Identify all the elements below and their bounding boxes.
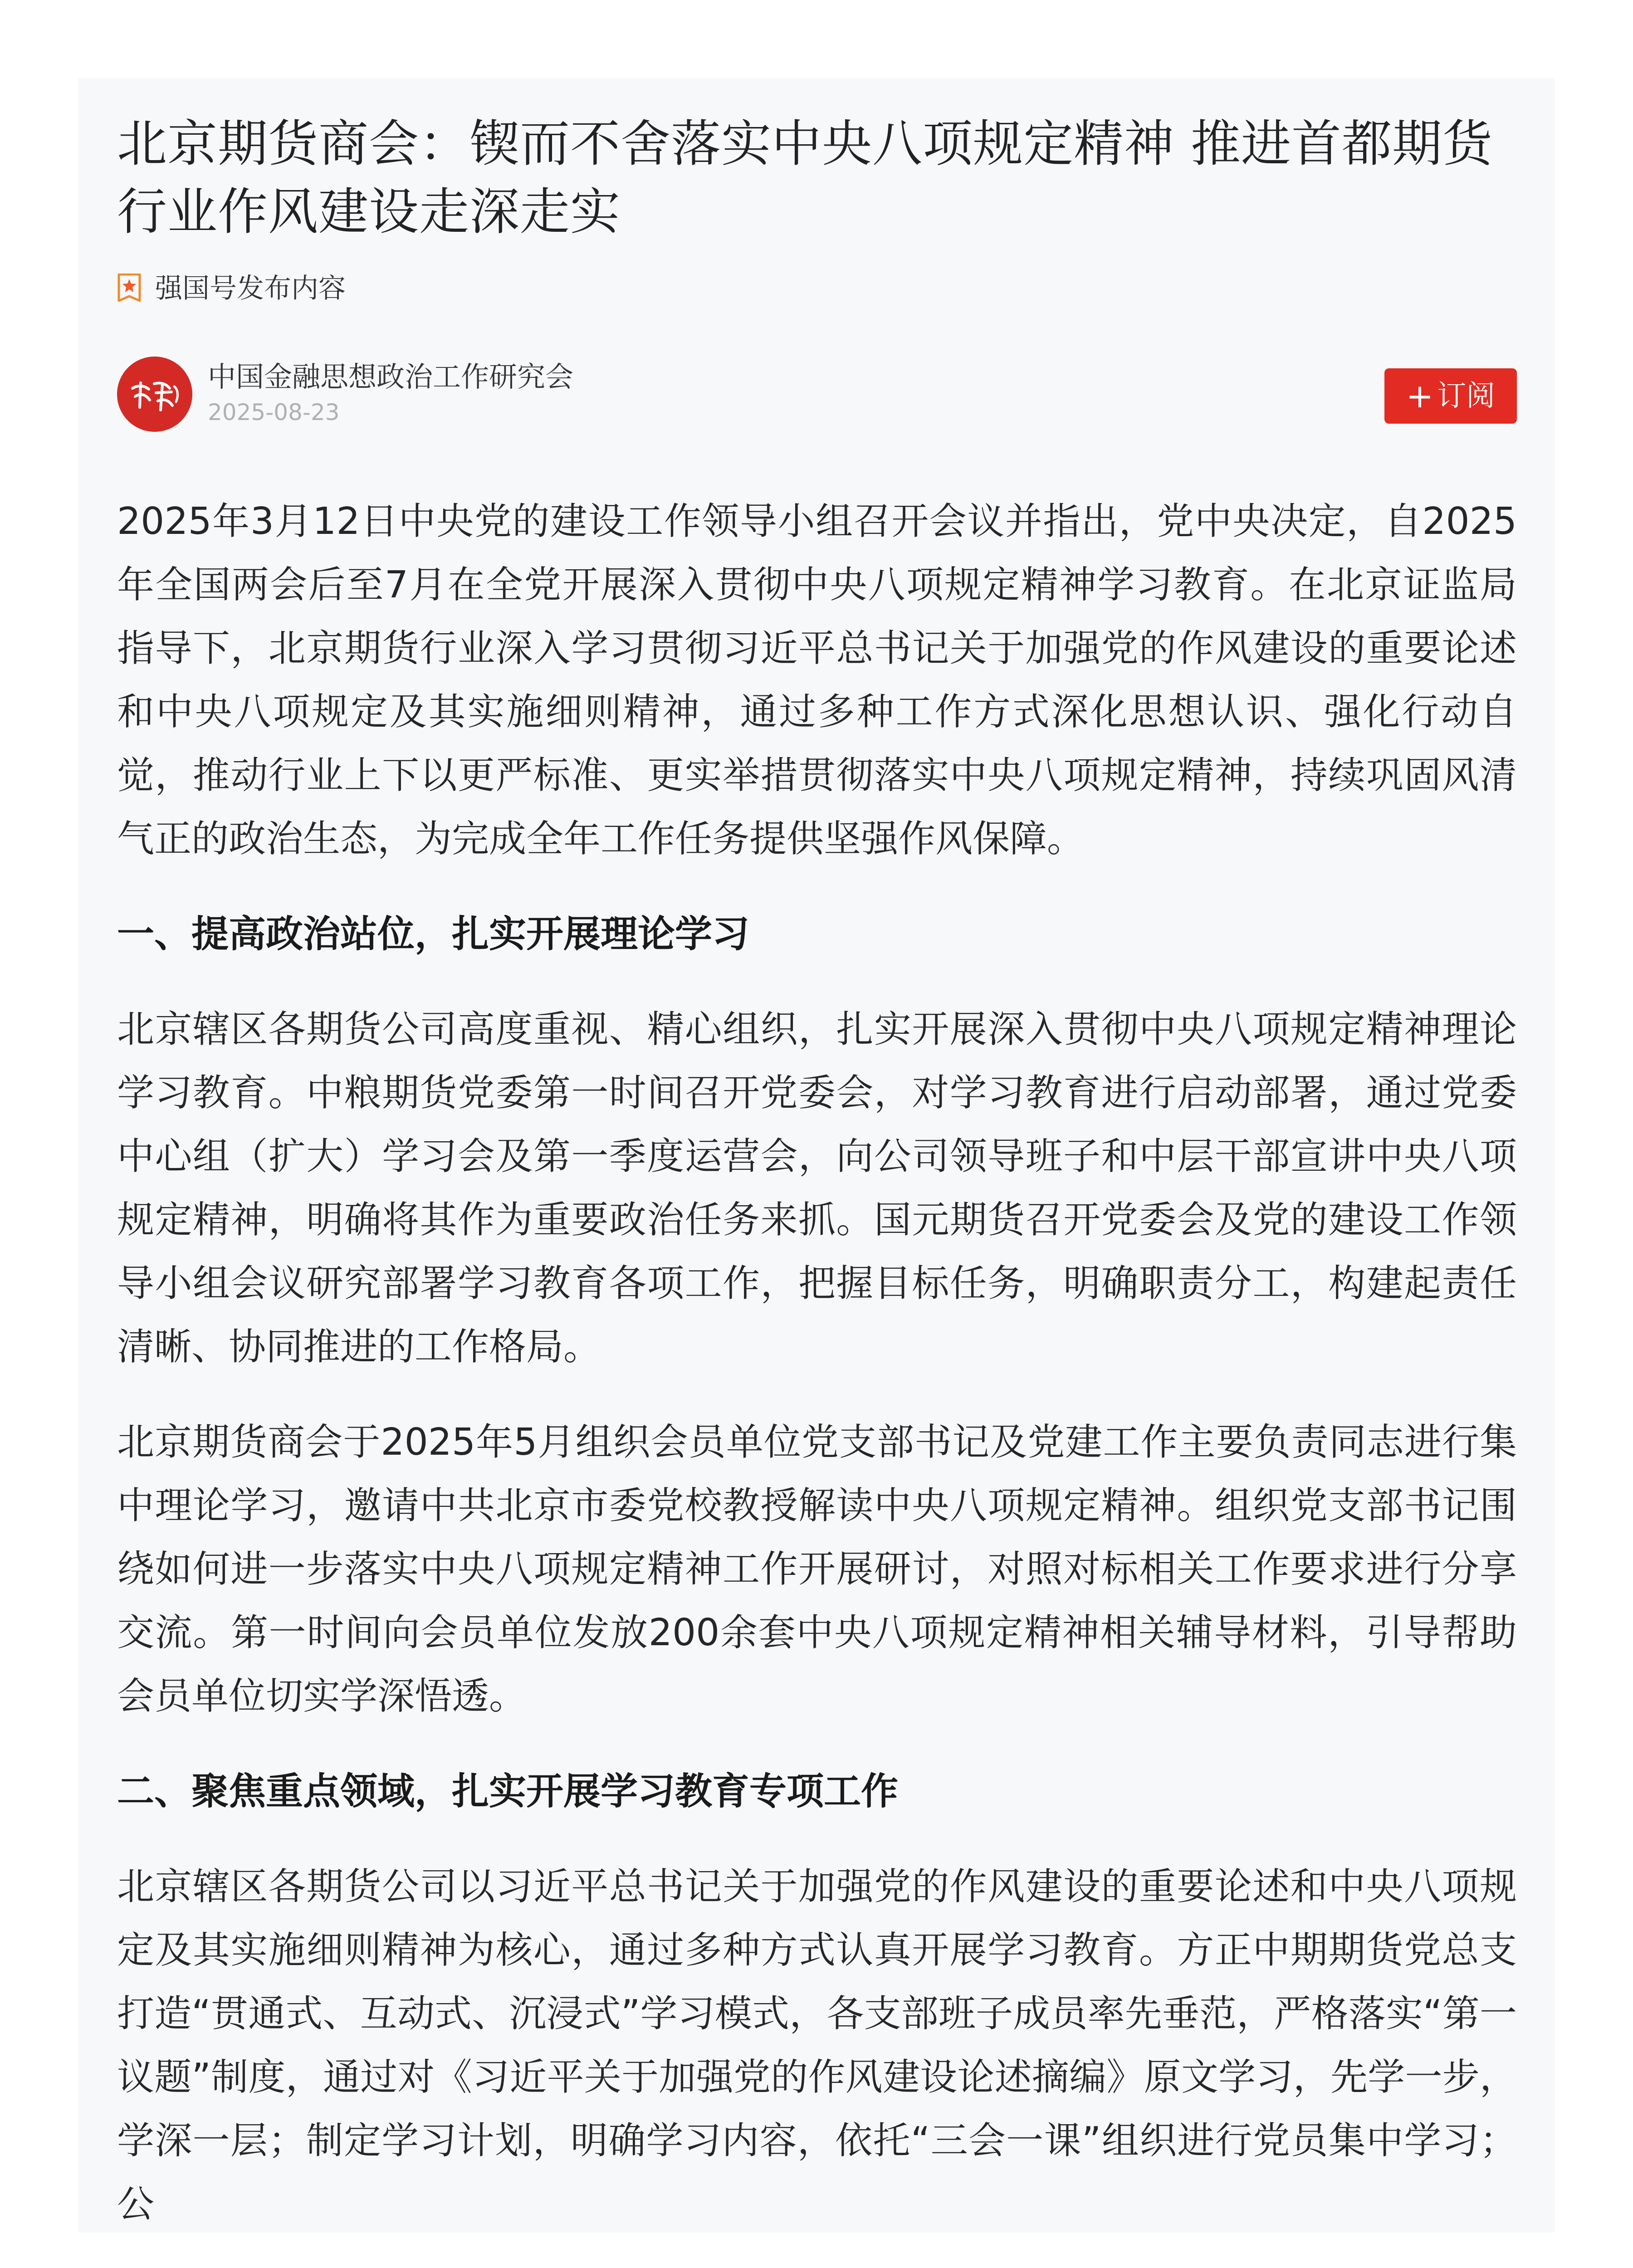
subscribe-label: 订阅 [1437,379,1496,413]
paragraph: 北京期货商会于2025年5月组织会员单位党支部书记及党建工作主要负责同志进行集中理论学习，邀请中共北京市委党校教授解读中央八项规定精神。组织党支部书记围绕如何进一步落实中央八项规定精神工作开展研讨，对照对标相关工作要求进行分享交流。第一时间向会员单位发放200余套中央八项规定精神相关辅导材料，引导帮助会员单位切实学深悟透。 [117,1421,1517,1718]
section-heading: 二、聚焦重点领域，扎实开展学习教育专项工作 [117,1770,899,1813]
paragraph: 2025年3月12日中央党的建设工作领导小组召开会议并指出，党中央决定，自2025年全国两会后至7月在全党开展深入贯彻中央八项规定精神学习教育。在北京证监局指导下，北京期货行业深入学习贯彻习近平总书记关于加强党的作风建设的重要论述和中央八项规定及其实施细则精神，通过多种工作方式深化思想认识、强化行动自觉，推动行业上下以更严标准、更实举措贯彻落实中央八项规定精神，持续巩固风清气正的政治生态，为完成全年工作任务提供坚强作风保障。 [117,500,1517,860]
article-card [78,78,1555,2233]
author-row [117,357,1517,434]
article-body [117,490,1517,2233]
plus-icon: + [1406,377,1434,415]
publish-date: 2025-08-23 [208,399,340,425]
article-title: 北京期货商会：锲而不舍落实中央八项规定精神 推进首都期货行业作风建设走深走实 [117,115,1493,241]
author-avatar[interactable] [117,357,192,432]
source-label: 强国号发布内容 [155,273,346,304]
subscribe-button[interactable] [1384,368,1517,424]
paragraph: 北京辖区各期货公司高度重视、精心组织，扎实开展深入贯彻中央八项规定精神理论学习教育。中粮期货党委第一时间召开党委会，对学习教育进行启动部署，通过党委中心组（扩大）学习会及第一季度运营会，向公司领导班子和中层干部宣讲中央八项规定精神，明确将其作为重要政治任务来抓。国元期货召开党委会及党的建设工作领导小组会议研究部署学习教育各项工作，把握目标任务，明确职责分工，构建起责任清晰、协同推进的工作格局。 [117,1008,1517,1369]
author-name[interactable]: 中国金融思想政治工作研究会 [208,360,574,393]
paragraph: 北京辖区各期货公司以习近平总书记关于加强党的作风建设的重要论述和中央八项规定及其实施细则精神为核心，通过多种方式认真开展学习教育。方正中期期货党总支打造“贯通式、互动式、沉浸式”学习模式，各支部班子成员率先垂范，严格落实“第一议题”制度，通过对《习近平关于加强党的作风建设论述摘编》原文学习，先学一步，学深一层；制定学习计划，明确学习内容，依托“三会一课”组织进行党员集中学习；公 [117,1865,1517,2226]
calligraphy-logo-icon [117,357,192,432]
article-content [117,110,1517,2233]
star-badge-icon [117,274,142,303]
source-row [117,270,1517,307]
section-heading: 一、提高政治站位，扎实开展理论学习 [117,913,750,956]
